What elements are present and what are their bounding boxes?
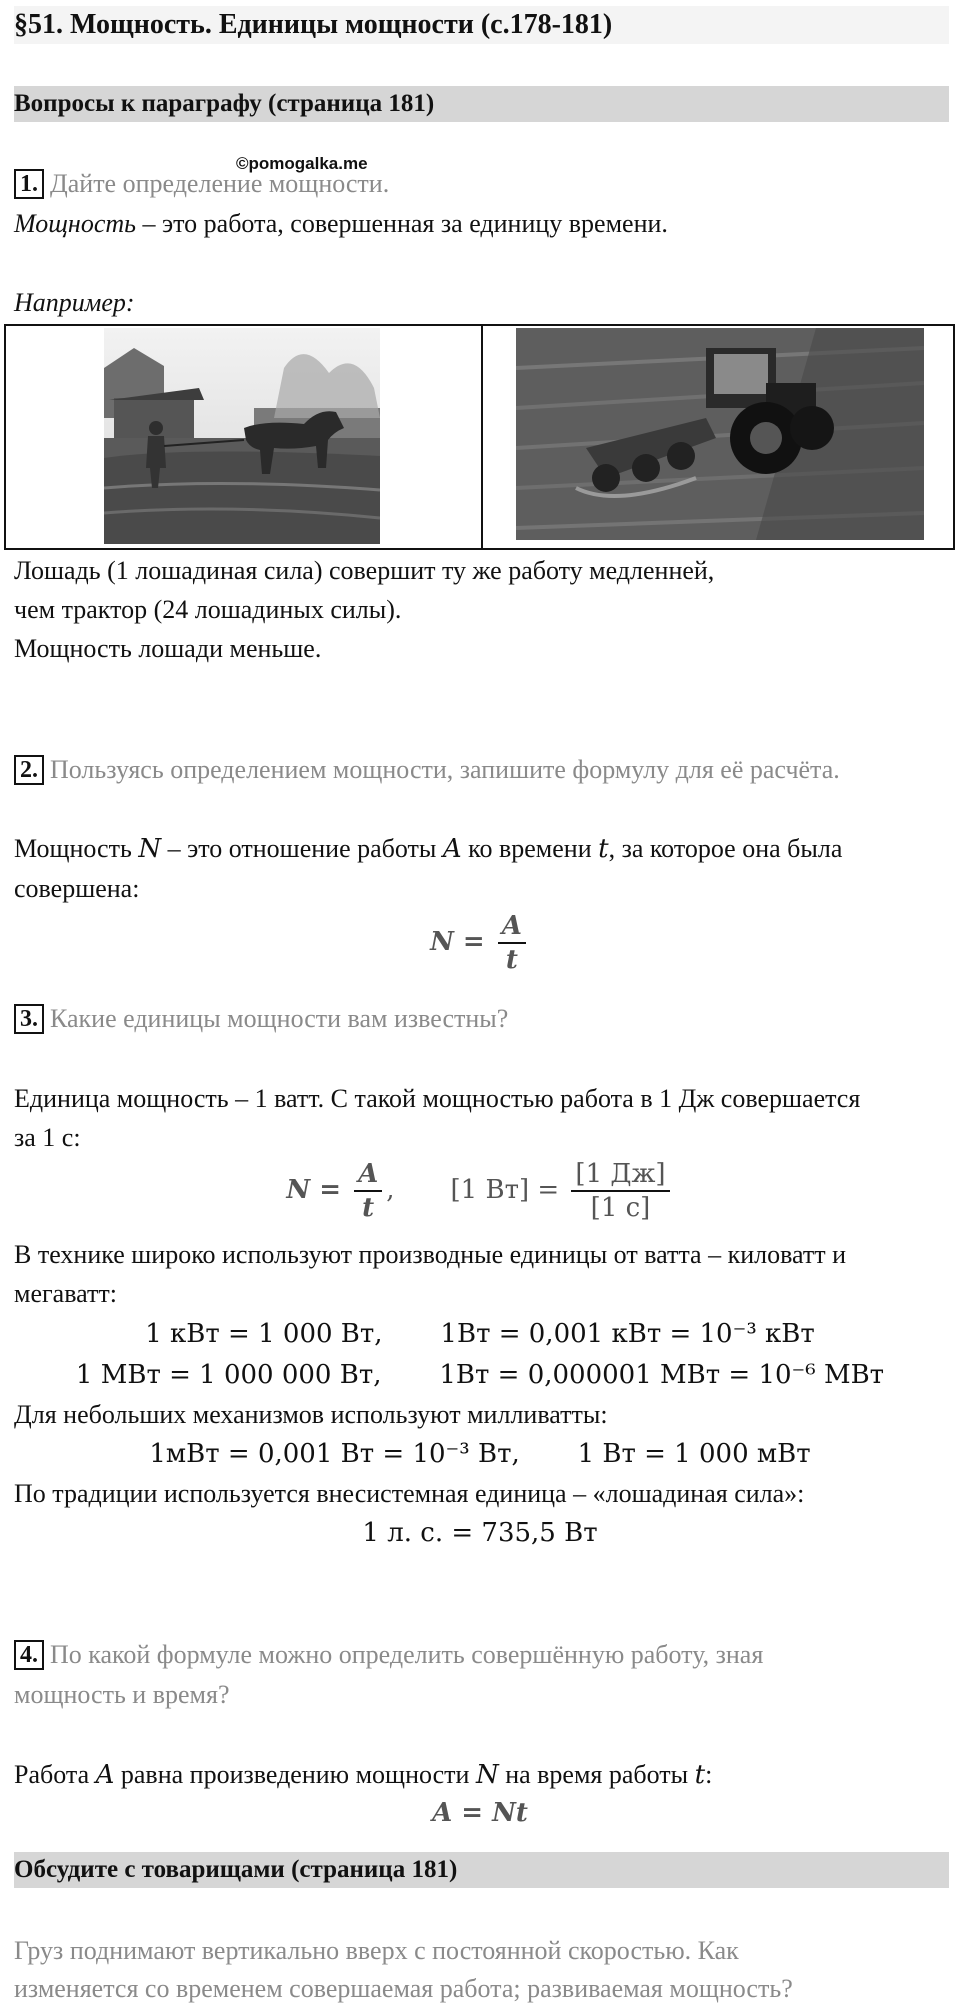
- example-text-line-2: чем трактор (24 лошадиных силы).: [14, 595, 402, 624]
- answer-3-line-1: Единица мощность – 1 ватт. С такой мощностью работа в 1 Дж совершается: [14, 1084, 861, 1113]
- var-t: t: [694, 1760, 706, 1790]
- question-4-line-1: [14, 1636, 763, 1674]
- answer-2-line-1: [14, 830, 842, 868]
- question-1: [14, 165, 389, 203]
- text: равна произведению мощности: [114, 1760, 476, 1789]
- equation-megawatt: 1 МВт = 1 000 000 Вт, 1Вт = 0,000001 МВт = 10⁻⁶ МВт: [75, 1360, 885, 1390]
- formula-power: [0, 910, 960, 976]
- var-t: t: [598, 834, 609, 864]
- text: – это отношение работы: [161, 834, 443, 863]
- answer-3-d-line: По традиции используется внесистемная единица – «лошадиная сила»:: [14, 1479, 805, 1508]
- page-title: §51. Мощность. Единицы мощности (с.178-181): [14, 6, 949, 44]
- definition-text: – это работа, совершенная за единицу времени.: [135, 209, 668, 238]
- var-A: A: [95, 1760, 115, 1790]
- question-number: 4.: [14, 1640, 44, 1670]
- equation-horsepower: 1 л. с. = 735,5 Вт: [362, 1518, 598, 1548]
- fraction: [498, 910, 526, 976]
- formula-text: A = Nt: [432, 1798, 528, 1828]
- term: Мощность: [14, 209, 136, 238]
- numerator: A: [498, 910, 526, 944]
- horse-plowing-photo: [104, 328, 380, 544]
- comma: ,: [386, 1175, 395, 1205]
- answer-3-line-2: за 1 с:: [14, 1123, 81, 1152]
- var-N: N: [475, 1760, 499, 1790]
- formula-N: N: [286, 1175, 311, 1205]
- denominator: t: [362, 1193, 375, 1223]
- question-number: 3.: [14, 1004, 44, 1034]
- var-N: N: [138, 834, 162, 864]
- answer-4-line: [14, 1756, 712, 1794]
- text: ко времени: [461, 834, 599, 863]
- formula-watt: [0, 1158, 960, 1224]
- formula-eq: =: [453, 927, 494, 957]
- equation-milliwatt: 1мВт = 0,001 Вт = 10⁻³ Вт, 1 Вт = 1 000 мВт: [149, 1439, 811, 1469]
- text: Мощность: [14, 834, 139, 863]
- watermark: ©pomogalka.me: [236, 154, 368, 173]
- unit-left: [1 Вт] =: [450, 1175, 568, 1205]
- question-number: 2.: [14, 755, 44, 785]
- text: :: [705, 1760, 713, 1789]
- formula-N: N: [430, 927, 454, 957]
- fraction: [354, 1158, 382, 1224]
- question-text: Пользуясь определением мощности, запишите формулу для её расчёта.: [50, 755, 840, 784]
- question-text: Дайте определение мощности.: [50, 169, 390, 198]
- question-text: По какой формуле можно определить совершённую работу, зная: [50, 1640, 764, 1669]
- unit-fraction: [571, 1158, 669, 1224]
- unit-numerator: [1 Дж]: [571, 1158, 669, 1192]
- unit-denominator: [1 с]: [590, 1193, 651, 1223]
- table-divider: [481, 326, 483, 548]
- numerator: A: [354, 1158, 382, 1192]
- question-4-line-2: мощность и время?: [14, 1680, 230, 1709]
- text: Работа: [14, 1760, 96, 1789]
- answer-3-b-line-2: мегаватт:: [14, 1279, 117, 1308]
- var-A: A: [442, 834, 462, 864]
- question-3: [14, 1000, 508, 1038]
- example-text-line-3: Мощность лошади меньше.: [14, 634, 322, 663]
- question-number: 1.: [14, 169, 44, 199]
- section-header-discuss: Обсудите с товарищами (страница 181): [14, 1852, 949, 1888]
- answer-3-b-line-1: В технике широко используют производные единицы от ватта – киловатт и: [14, 1240, 847, 1269]
- formula-work: [0, 1795, 960, 1831]
- text: на время работы: [498, 1760, 695, 1789]
- answer-3-c-line: Для небольших механизмов используют милливатты:: [14, 1400, 608, 1429]
- formula-eq: =: [310, 1175, 351, 1205]
- denominator: t: [505, 945, 518, 975]
- discuss-line-1: Груз поднимают вертикально вверх с постоянной скоростью. Как: [14, 1936, 739, 1965]
- example-label: [14, 284, 135, 322]
- tractor-plowing-photo: [516, 328, 924, 540]
- equation-kilowatt: 1 кВт = 1 000 Вт, 1Вт = 0,001 кВт = 10⁻³ кВт: [145, 1319, 815, 1349]
- example-label-text: Например:: [14, 288, 135, 317]
- section-header-questions: Вопросы к параграфу (страница 181): [14, 86, 949, 122]
- discuss-line-2: изменяется со временем совершаемая работа; развиваемая мощность?: [14, 1974, 793, 2003]
- answer-2-line-2: совершена:: [14, 874, 140, 903]
- question-text: Какие единицы мощности вам известны?: [50, 1004, 509, 1033]
- definition-line: [14, 205, 668, 243]
- question-2: [14, 751, 840, 789]
- example-text-line-1: Лошадь (1 лошадиная сила) совершит ту же работу медленней,: [14, 556, 715, 585]
- text: , за которое она была: [608, 834, 843, 863]
